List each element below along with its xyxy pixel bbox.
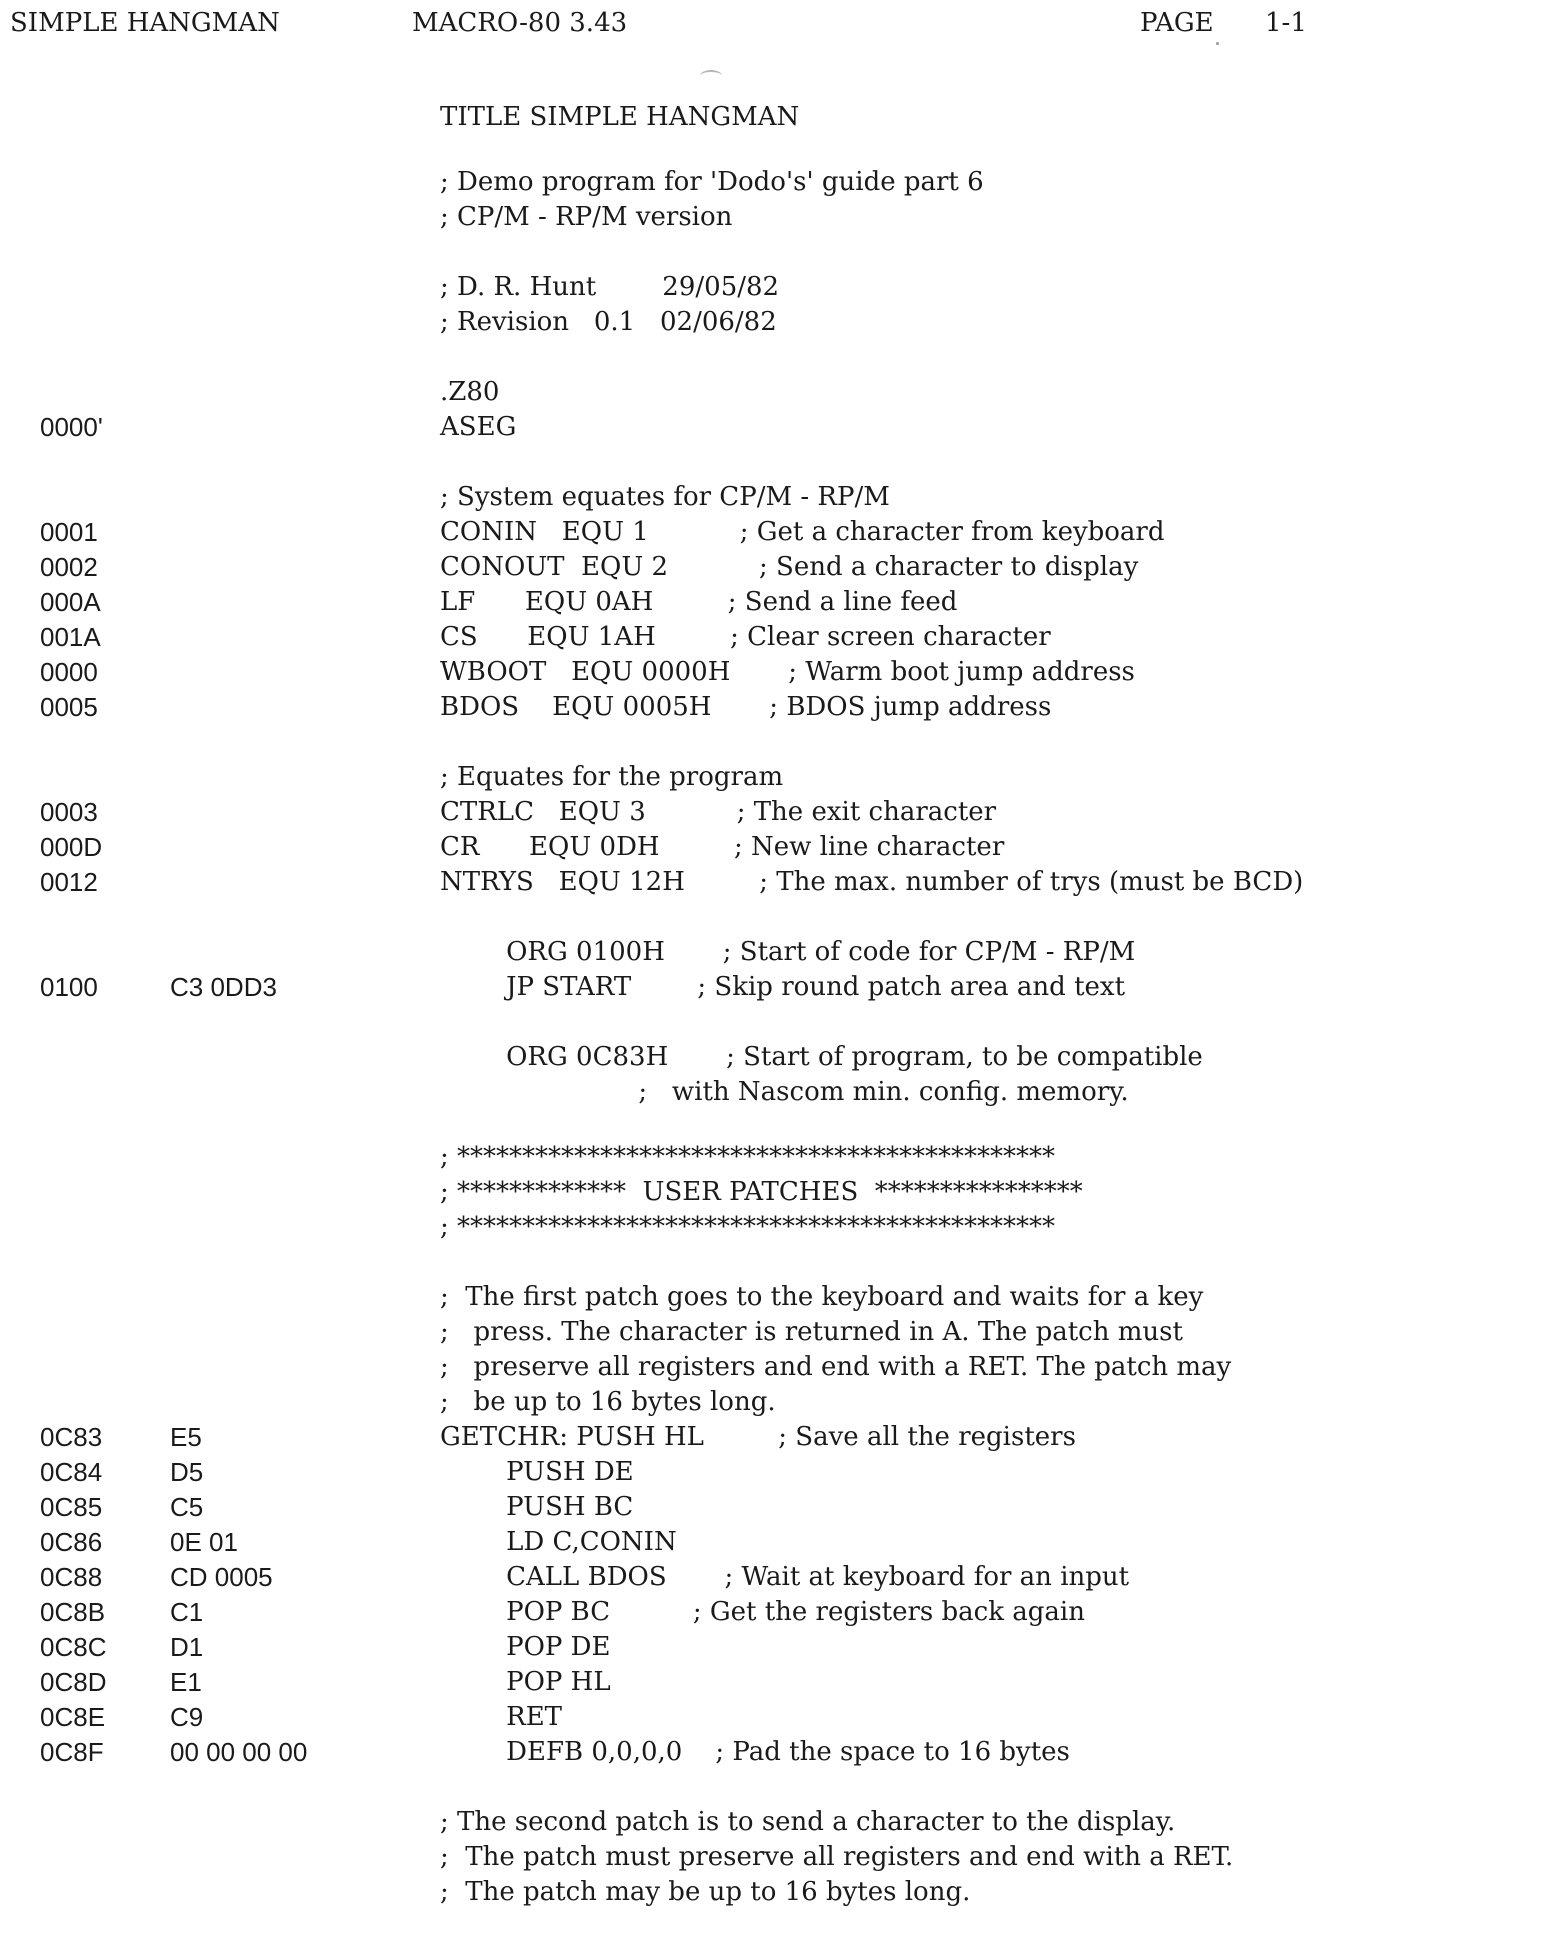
source-line: NTRYS EQU 12H ; The max. number of trys (must be BCD) [440, 867, 1304, 897]
source-line: POP DE [440, 1632, 611, 1662]
object-code: 00 00 00 00 [170, 1737, 308, 1767]
source-line: CONIN EQU 1 ; Get a character from keyboard [440, 517, 1165, 547]
source-line: TITLE SIMPLE HANGMAN [440, 102, 800, 132]
source-line: ; The patch may be up to 16 bytes long. [440, 1877, 971, 1907]
source-line: POP BC ; Get the registers back again [440, 1597, 1085, 1627]
source-line: CTRLC EQU 3 ; The exit character [440, 797, 997, 827]
source-line: ; Revision 0.1 02/06/82 [440, 307, 777, 337]
object-code: E1 [170, 1667, 202, 1697]
source-line: ORG 0100H ; Start of code for CP/M - RP/M [440, 937, 1136, 967]
address-column: 0005 [40, 692, 98, 722]
source-line: BDOS EQU 0005H ; BDOS jump address [440, 692, 1052, 722]
address-column: 0000' [40, 412, 103, 442]
source-line: PUSH DE [440, 1457, 634, 1487]
address-column: 000D [40, 832, 103, 862]
source-line: ; be up to 16 bytes long. [440, 1387, 776, 1417]
source-line: ; with Nascom min. config. memory. [440, 1077, 1129, 1107]
source-line: DEFB 0,0,0,0 ; Pad the space to 16 bytes [440, 1737, 1070, 1767]
address-column: 0C84 [40, 1457, 103, 1487]
print-smudge [700, 70, 722, 82]
page-number: 1-1 [1265, 8, 1307, 38]
object-code: D5 [170, 1457, 204, 1487]
source-line: ; preserve all registers and end with a RET. The patch may [440, 1352, 1232, 1382]
address-column: 001A [40, 622, 101, 652]
object-code: E5 [170, 1422, 202, 1452]
address-column: 0100 [40, 972, 98, 1002]
source-line: PUSH BC [440, 1492, 634, 1522]
source-line: GETCHR: PUSH HL ; Save all the registers [440, 1422, 1076, 1452]
source-line: ; D. R. Hunt 29/05/82 [440, 272, 780, 302]
source-line: ; The second patch is to send a character to the display. [440, 1807, 1176, 1837]
source-line: CS EQU 1AH ; Clear screen character [440, 622, 1051, 652]
source-line: ; press. The character is returned in A. The patch must [440, 1317, 1183, 1347]
address-column: 0012 [40, 867, 98, 897]
source-line: RET [440, 1702, 563, 1732]
source-line: WBOOT EQU 0000H ; Warm boot jump address [440, 657, 1135, 687]
source-line: JP START ; Skip round patch area and text [440, 972, 1126, 1002]
source-line: ; CP/M - RP/M version [440, 202, 733, 232]
source-line: LD C,CONIN [440, 1527, 677, 1557]
source-line: CR EQU 0DH ; New line character [440, 832, 1005, 862]
address-column: 0C88 [40, 1562, 103, 1592]
source-line: POP HL [440, 1667, 611, 1697]
object-code: C9 [170, 1702, 204, 1732]
source-line: ; ********************************************** [440, 1142, 1056, 1172]
address-column: 0003 [40, 797, 98, 827]
object-code: 0E 01 [170, 1527, 238, 1557]
source-line: LF EQU 0AH ; Send a line feed [440, 587, 958, 617]
source-line: CALL BDOS ; Wait at keyboard for an input [440, 1562, 1130, 1592]
paper-speck [1216, 42, 1219, 45]
source-line: CONOUT EQU 2 ; Send a character to display [440, 552, 1139, 582]
address-column: 0C8C [40, 1632, 107, 1662]
address-column: 0C8D [40, 1667, 107, 1697]
assembler-version: MACRO-80 3.43 [412, 8, 628, 38]
source-line: ORG 0C83H ; Start of program, to be compatible [440, 1042, 1203, 1072]
address-column: 0C8F [40, 1737, 104, 1767]
object-code: C3 0DD3 [170, 972, 277, 1002]
address-column: 0001 [40, 517, 98, 547]
page-label: PAGE [1140, 8, 1214, 38]
source-line: ; Equates for the program [440, 762, 784, 792]
source-line: ; The patch must preserve all registers and end with a RET. [440, 1842, 1234, 1872]
address-column: 0C8E [40, 1702, 106, 1732]
source-line: ; The first patch goes to the keyboard and waits for a key [440, 1282, 1204, 1312]
source-line: ; ************* USER PATCHES **************** [440, 1177, 1083, 1207]
address-column: 000A [40, 587, 101, 617]
address-column: 0002 [40, 552, 98, 582]
object-code: D1 [170, 1632, 204, 1662]
address-column: 0C86 [40, 1527, 103, 1557]
object-code: CD 0005 [170, 1562, 273, 1592]
source-line: ASEG [440, 412, 517, 442]
source-line: .Z80 [440, 377, 500, 407]
source-line: ; System equates for CP/M - RP/M [440, 482, 890, 512]
source-line: ; ********************************************** [440, 1212, 1056, 1242]
source-line: ; Demo program for 'Dodo's' guide part 6 [440, 167, 984, 197]
address-column: 0000 [40, 657, 98, 687]
address-column: 0C8B [40, 1597, 106, 1627]
object-code: C5 [170, 1492, 204, 1522]
object-code: C1 [170, 1597, 204, 1627]
program-title: SIMPLE HANGMAN [10, 8, 280, 38]
address-column: 0C85 [40, 1492, 103, 1522]
address-column: 0C83 [40, 1422, 103, 1452]
